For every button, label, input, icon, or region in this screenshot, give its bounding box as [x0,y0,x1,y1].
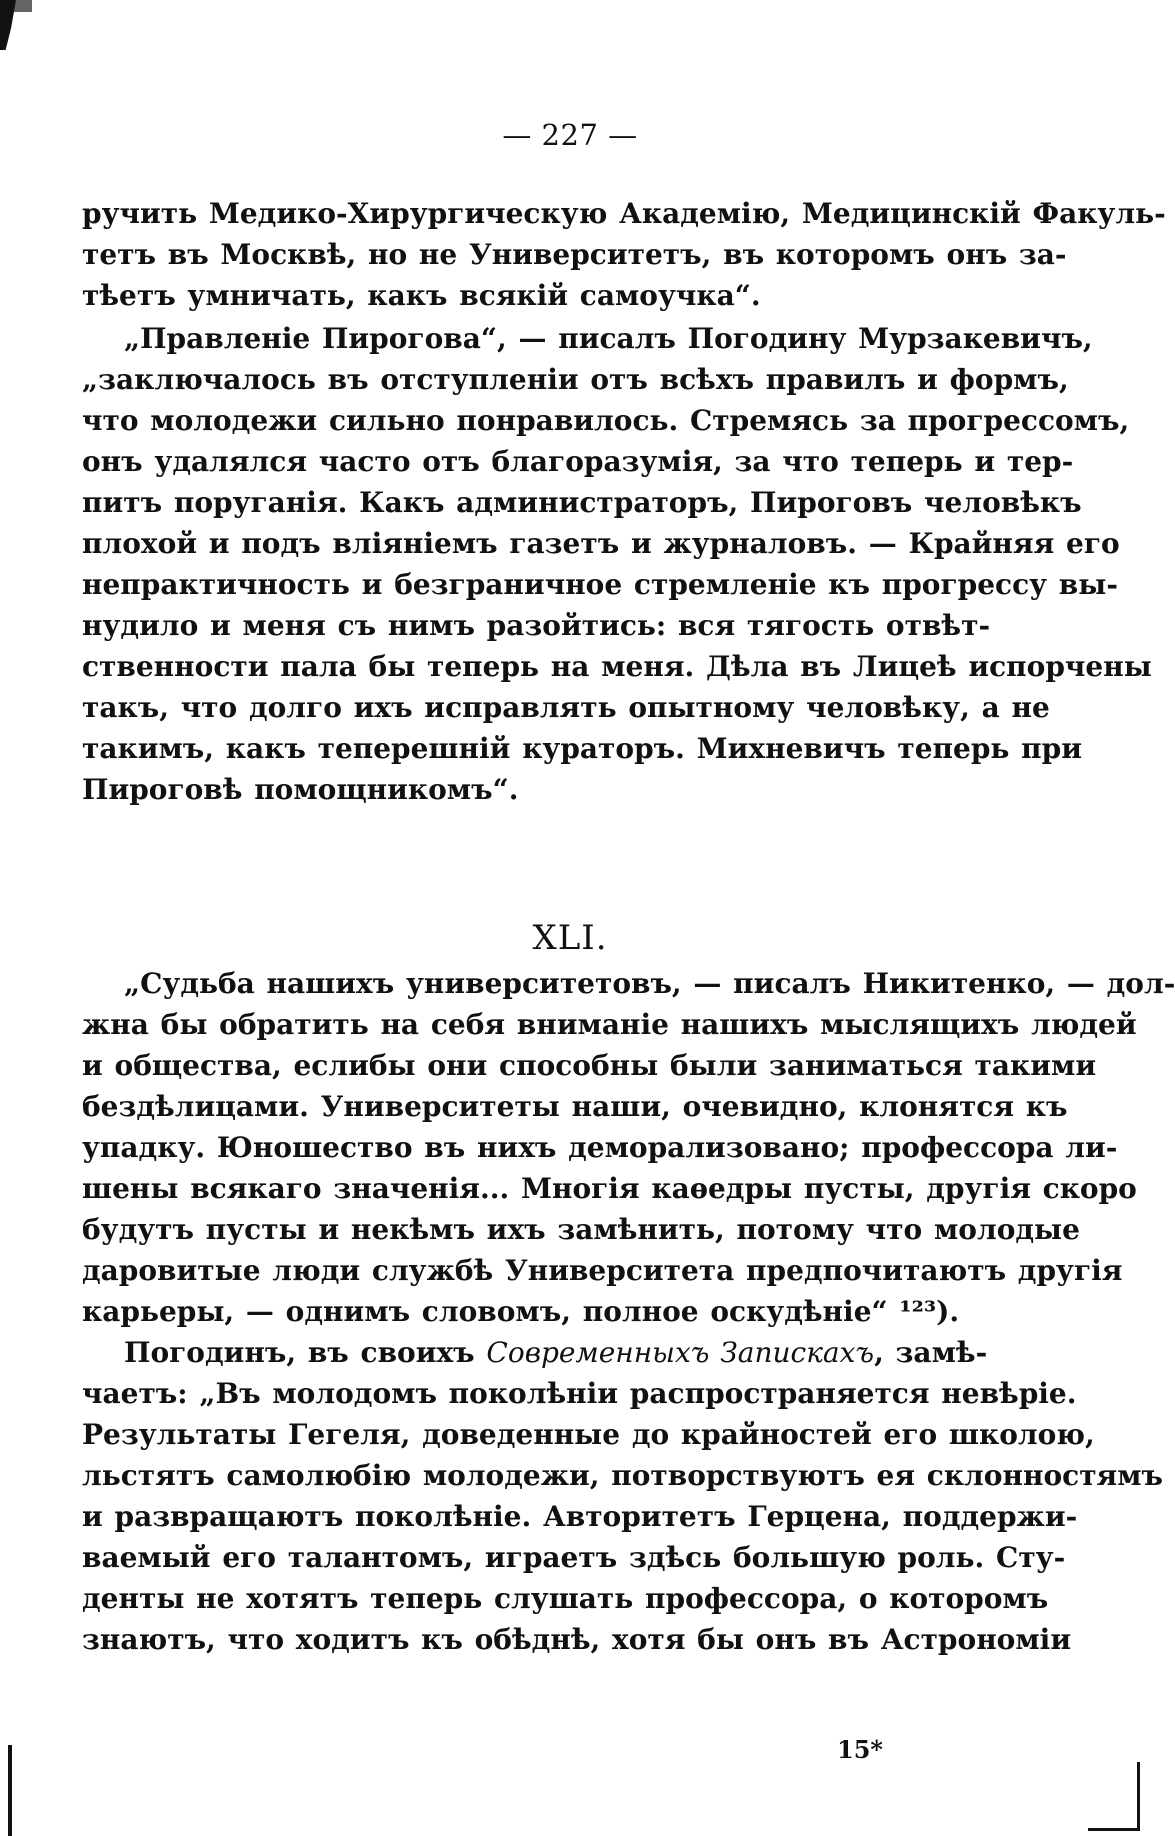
text-fragment: Погодинъ, въ своихъ [124,1336,487,1369]
text-line: онъ удалялся часто отъ благоразумія, за что теперь и тер- [82,445,1074,478]
page-number: — 227 — [502,118,638,152]
scan-bottom-edge-line [1088,1828,1140,1831]
text-line: Результаты Гегеля, доведенные до крайностей его школою, [82,1418,1095,1451]
signature-mark: 15* [837,1735,883,1764]
text-line: тетъ въ Москвѣ, но не Университетъ, въ которомъ онъ за- [82,238,1067,271]
text-line: и развращаютъ поколѣніе. Авторитетъ Герцена, поддержи- [82,1500,1078,1533]
text-line: бездѣлицами. Университеты наши, очевидно, клонятся къ [82,1090,1068,1123]
text-line: тѣетъ умничать, какъ всякій самоучка“. [82,279,761,312]
text-line: ваемый его талантомъ, играетъ здѣсь большую роль. Сту- [82,1541,1066,1574]
text-line: чаетъ: „Въ молодомъ поколѣніи распространяется невѣріе. [82,1377,1077,1410]
text-line: такимъ, какъ теперешній кураторъ. Михневичъ теперь при [82,732,1082,765]
scan-edge-shadow [10,0,32,12]
text-fragment: , замѣ- [874,1336,988,1369]
text-line: ственности пала бы теперь на меня. Дѣла въ Лицеѣ испорчены [82,650,1152,683]
text-line: что молодежи сильно понравилось. Стремясь за прогрессомъ, [82,404,1130,437]
text-line: даровитые люди службѣ Университета предпочитаютъ другія [82,1254,1123,1287]
text-line: карьеры, — однимъ словомъ, полное оскудѣніе“ ¹²³). [82,1295,960,1328]
text-line: денты не хотятъ теперь слушать профессора, о которомъ [82,1582,1049,1615]
section-heading: XLI. [532,918,608,959]
italic-book-title: Современныхъ Запискахъ [486,1336,875,1369]
text-line: шены всякаго значенія... Многія каѳедры пусты, другія скоро [82,1172,1137,1205]
paragraph-2 [82,318,1152,810]
text-line: непрактичность и безграничное стремленіе къ прогрессу вы- [82,568,1118,601]
paragraph-1 [82,193,1166,316]
text-line: знаютъ, что ходитъ къ обѣднѣ, хотя бы онъ въ Астрономіи [82,1623,1072,1656]
section-paragraph-2 [82,1332,1164,1660]
text-line: „Судьба нашихъ университетовъ, — писалъ Никитенко, — дол- [124,967,1175,1000]
section-paragraph-1 [82,963,1175,1332]
scan-left-edge-line [8,1745,12,1836]
text-line: льстятъ самолюбію молодежи, потворствуютъ ея склонностямъ [82,1459,1164,1492]
text-line: и общества, еслибы они способны были заниматься такими [82,1049,1097,1082]
text-line: ручить Медико-Хирургическую Академію, Медицинскій Факуль- [82,197,1166,230]
text-line: „Правленіе Пирогова“, — писалъ Погодину Мурзакевичъ, [124,322,1093,355]
text-line: плохой и подъ вліяніемъ газетъ и журналовъ. — Крайняя его [82,527,1120,560]
text-line: нудило и меня съ нимъ разойтись: вся тягость отвѣт- [82,609,991,642]
text-line: такъ, что долго ихъ исправлять опытному человѣку, а не [82,691,1050,724]
text-line-with-italic-title [82,1332,988,1373]
text-line: будутъ пусты и некѣмъ ихъ замѣнить, потому что молодые [82,1213,1080,1246]
text-line: упадку. Юношество въ нихъ деморализовано; профессора ли- [82,1131,1118,1164]
text-line: Пироговѣ помощникомъ“. [82,773,519,806]
scan-right-edge-line [1137,1762,1140,1831]
text-line: „заключалось въ отступленіи отъ всѣхъ правилъ и формъ, [82,363,1069,396]
text-line: питъ поруганія. Какъ администраторъ, Пироговъ человѣкъ [82,486,1082,519]
text-line: жна бы обратить на себя вниманіе нашихъ мыслящихъ людей [82,1008,1137,1041]
